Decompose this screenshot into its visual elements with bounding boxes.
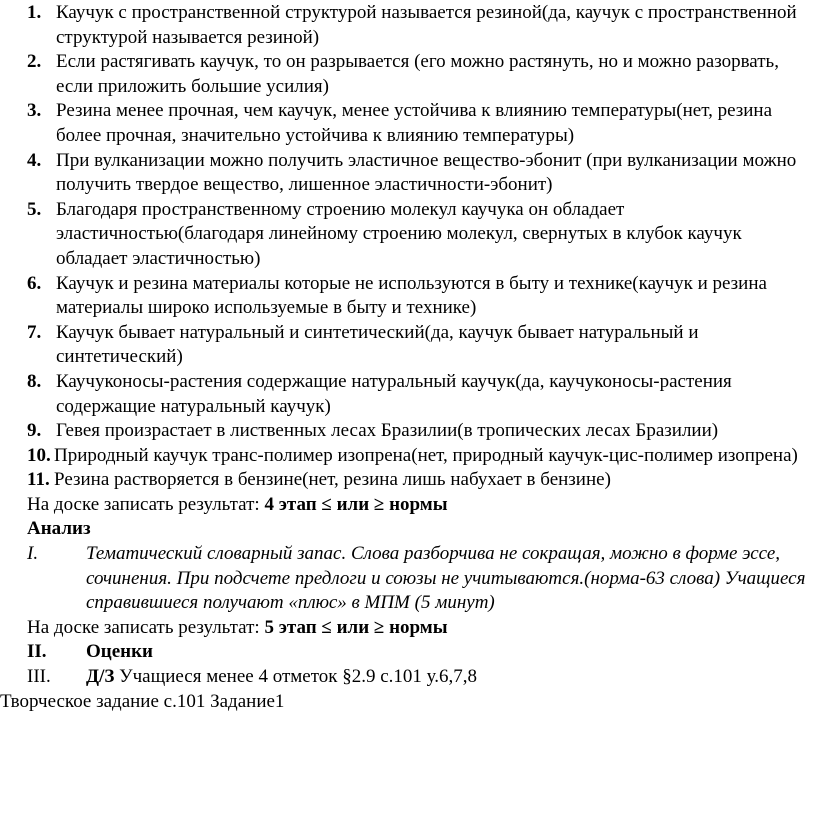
item-text: Резина менее прочная, чем каучук, менее устойчива к влиянию температуры(нет, резина более прочная, значительно устойчива к влиянию температуры): [56, 100, 773, 146]
item-text: Каучук бывает натуральный и синтетический(да, каучук бывает натуральный и синтетический): [56, 321, 699, 368]
analysis-heading: Анализ: [27, 518, 91, 540]
item-text: При вулканизации можно получить эластичное вещество-эбонит (при вулканизации можно получить твердое вещество, лишенное эластичности-эбонит): [56, 149, 797, 196]
item-text: Благодаря пространственному строению молекул каучука он обладает эластичностью(благодаря линейному строению молекул, свернутых в клубок каучук обладает эластичностью): [56, 198, 742, 269]
board-result-line: [0, 616, 816, 641]
list-item: [0, 1, 816, 50]
grades-title: Оценки: [86, 641, 154, 663]
item-text: Резина растворяется в бензине(нет, резина лишь набухает в бензине): [54, 469, 611, 491]
list-item: [0, 370, 816, 419]
item-text: Каучуконосы-растения содержащие натуральный каучук(да, каучуконосы-растения содержащие натуральный каучук): [56, 370, 732, 417]
list-item: [0, 272, 816, 321]
board-result-prefix: На доске записать результат:: [27, 493, 265, 515]
grades-roman: II.: [27, 641, 47, 663]
creative-task-line: Творческое задание с.101 Задание1: [0, 690, 285, 712]
item-text: Каучук и резина материалы которые не используются в быту и технике(каучук и резина материалы широко используемые в быту и технике): [56, 272, 767, 319]
item-text: Каучук с пространственной структурой называется резиной(да, каучук с пространственной структурой называется резиной): [56, 2, 797, 48]
item-number: 5.: [27, 198, 42, 220]
grades-section: [0, 640, 816, 665]
item-number: 2.: [27, 51, 42, 73]
list-item: [0, 321, 816, 370]
homework-section: [0, 665, 816, 690]
item-text: Если растягивать каучук, то он разрывается (его можно растянуть, но и можно разорвать, если приложить большие усилия): [56, 51, 779, 97]
analysis-item: [0, 542, 816, 616]
item-number: 9.: [27, 420, 42, 442]
statement-list: [0, 1, 816, 493]
item-number: 1.: [27, 2, 42, 23]
item-text: Гевея произрастает в лиственных лесах Бразилии(в тропических лесах Бразилии): [56, 420, 719, 442]
board-result-prefix: На доске записать результат:: [27, 616, 265, 638]
item-number: 3.: [27, 100, 42, 122]
list-item: [0, 198, 816, 272]
list-item: [0, 468, 816, 493]
list-item: [0, 444, 816, 469]
list-item: [0, 419, 816, 444]
homework-text: Учащиеся менее 4 отметок §2.9 с.101 у.6,7,8: [114, 666, 478, 688]
homework-label: Д/З: [86, 666, 115, 688]
analysis-text: Тематический словарный запас. Слова разборчива не сокращая, можно в форме эссе, сочинения. При подсчете предлоги и союзы не учитываются.(норма-63 слова) Учащиеся справившиеся получают «плюс» в МПМ (5 минут): [86, 543, 806, 614]
list-item: [0, 99, 816, 148]
board-result-value: 4 этап ≤ или ≥ нормы: [264, 493, 448, 515]
item-number: 7.: [27, 321, 42, 343]
item-number: 4.: [27, 149, 42, 171]
item-number: 6.: [27, 272, 42, 294]
list-item: [0, 50, 816, 99]
list-item: [0, 149, 816, 198]
item-number: 10.: [27, 444, 51, 466]
item-number: 11.: [27, 469, 50, 491]
analysis-roman: I.: [27, 543, 39, 565]
homework-roman: III.: [27, 666, 51, 688]
board-result-line: [0, 493, 816, 518]
document-page: [0, 1, 816, 714]
board-result-value: 5 этап ≤ или ≥ нормы: [264, 616, 448, 638]
item-text: Природный каучук транс-полимер изопрена(нет, природный каучук-цис-полимер изопрена): [54, 444, 798, 466]
item-number: 8.: [27, 370, 42, 392]
